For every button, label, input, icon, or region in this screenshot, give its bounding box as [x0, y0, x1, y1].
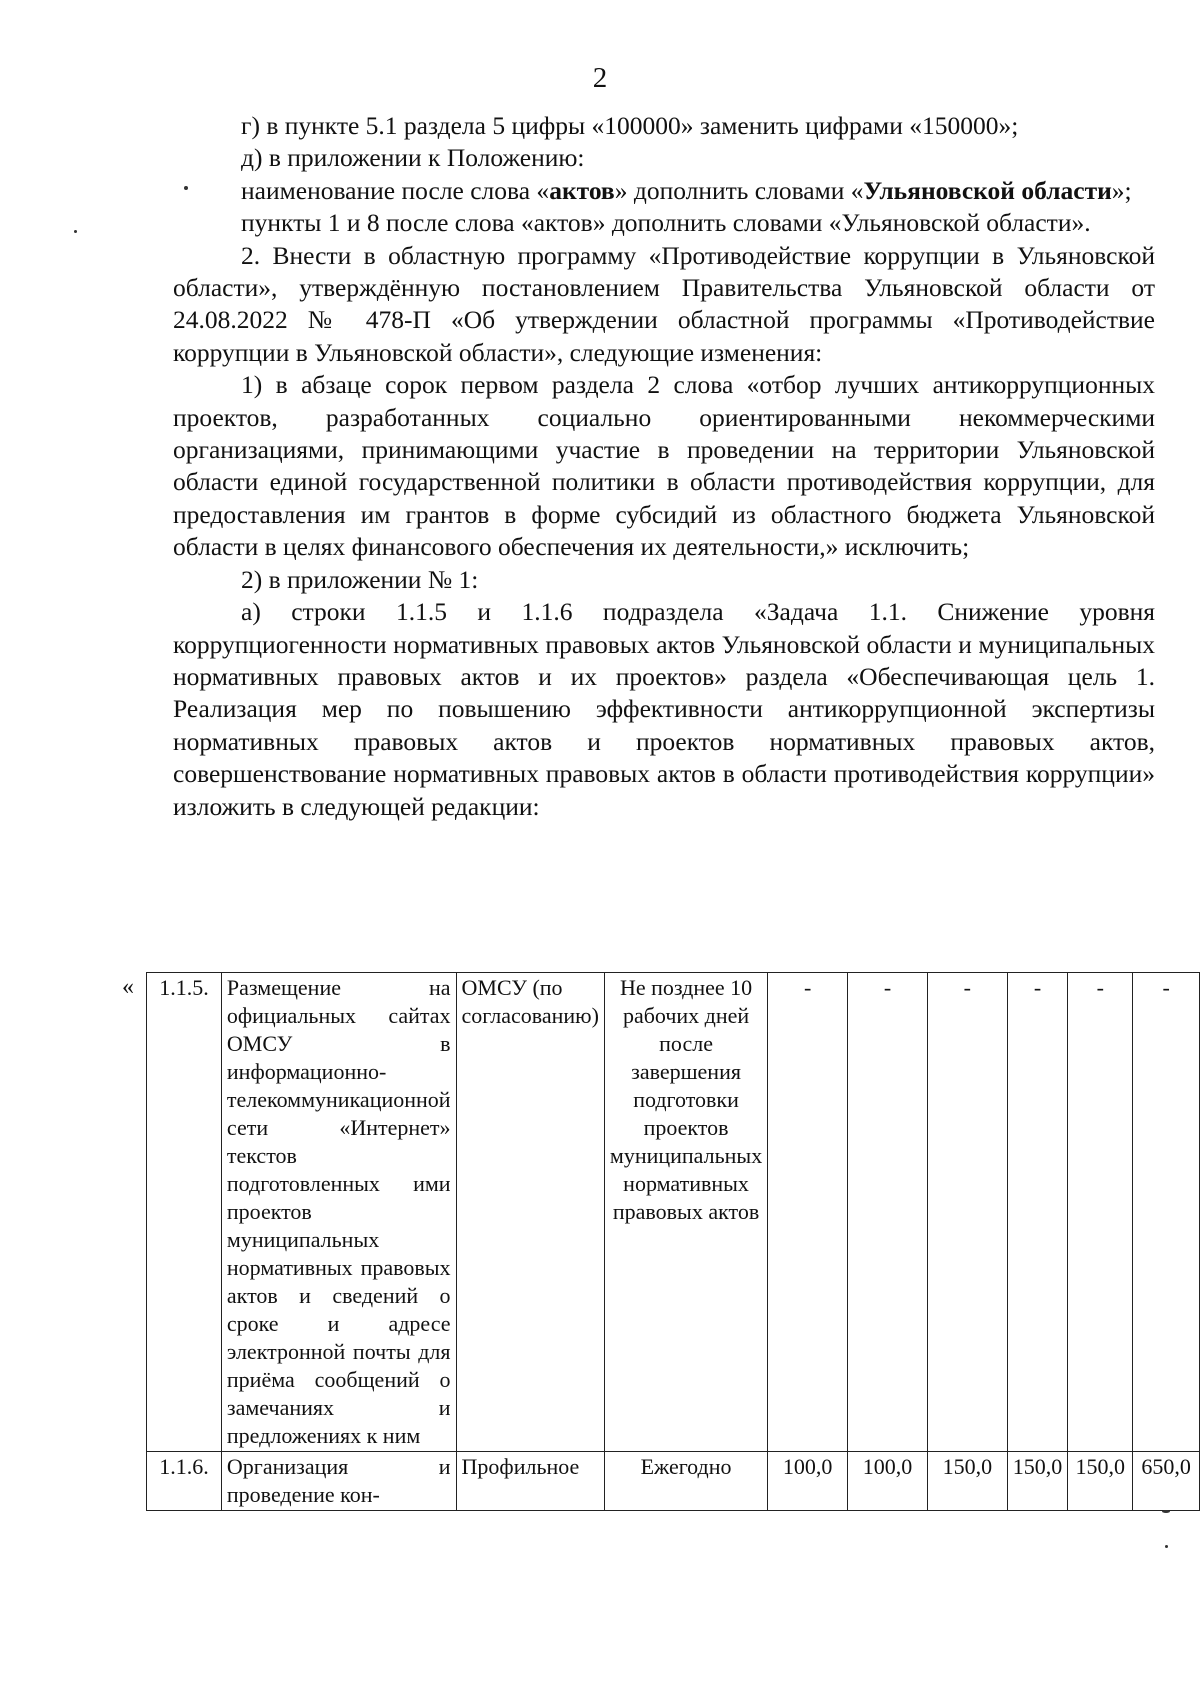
page-number: 2: [592, 62, 608, 94]
table-open-quote: «: [122, 974, 134, 1000]
scan-speck: [184, 186, 188, 190]
row-value: -: [848, 973, 928, 1452]
paragraph-d: д) в приложении к Положению:: [241, 143, 585, 173]
row-value: 150,0: [927, 1452, 1007, 1511]
row-value: 650,0: [1133, 1452, 1200, 1511]
row-value: -: [768, 973, 848, 1452]
row-executor: ОМСУ (по согласованию): [456, 973, 604, 1452]
row-term: Не позднее 10 рабочих дней после завершения подготовки проектов муниципальных нормативных правовых актов: [604, 973, 767, 1452]
row-name: Размещение на официальных сайтах ОМСУ в информационно-телекоммуникационной сети «Интернет» текстов подготовленных ими проектов муниципальных нормативных правовых актов и сведений о сроке и адресе электронной почты для приёма сообщений о замечаниях и предложениях к ним: [221, 973, 456, 1452]
program-table: [146, 972, 1200, 1511]
row-value: 150,0: [1068, 1452, 1133, 1511]
row-number: 1.1.6.: [147, 1452, 222, 1511]
row-value: 100,0: [768, 1452, 848, 1511]
paragraph-2: 2. Внести в областную программу «Противодействие коррупции в Ульяновской области», утверждённую постановлением Правительства Ульяновской области от 24.08.2022 № 478-П «Об утверждении областной программы «Противодействие коррупции в Ульяновской области», следующие изменения:: [173, 240, 1155, 367]
scan-speck: [74, 230, 77, 233]
table-row: [147, 1452, 1200, 1511]
document-body: [173, 110, 1155, 823]
paragraph-punkty: пункты 1 и 8 после слова «актов» дополнить словами «Ульяновской области».: [241, 208, 1091, 238]
scan-speck: [1165, 1545, 1168, 1548]
row-value: -: [1133, 973, 1200, 1452]
row-executor: Профильное: [456, 1452, 604, 1511]
paragraph-2-1: 1) в абзаце сорок первом раздела 2 слова «отбор лучших антикоррупционных проектов, разработанных социально ориентированными некоммерческими организациями, принимающими участие в проведении на территории Ульяновской области единой государственной политики в области противодействия коррупции, для предоставления им грантов в форме субсидий из областного бюджета Ульяновской области в целях финансового обеспечения их деятельности,» исключить;: [173, 370, 1155, 562]
row-name: Организация и проведение кон-: [221, 1452, 456, 1511]
text-run: »;: [1111, 175, 1132, 205]
row-number: 1.1.5.: [147, 973, 222, 1452]
bold-run: Ульяновской области: [863, 175, 1112, 205]
row-value: 100,0: [848, 1452, 928, 1511]
paragraph-naimenovanie: [173, 175, 1155, 207]
bold-run: актов: [549, 175, 615, 205]
table-row: [147, 973, 1200, 1452]
row-value: -: [1068, 973, 1133, 1452]
text-run: наименование после слова «: [241, 175, 550, 205]
scan-speck: [1162, 1510, 1170, 1513]
paragraph-2-2: 2) в приложении № 1:: [241, 564, 479, 594]
row-term: Ежегодно: [604, 1452, 767, 1511]
row-value: -: [1007, 973, 1068, 1452]
paragraph-2-2-a: а) строки 1.1.5 и 1.1.6 подраздела «Задача 1.1. Снижение уровня коррупциогенности нормативных правовых актов Ульяновской области и муниципальных нормативных правовых актов и их проектов» раздела «Обеспечивающая цель 1. Реализация мер по повышению эффективности антикоррупционной экспертизы нормативных правовых актов и проектов нормативных правовых актов, совершенствование нормативных правовых актов в области противодействия коррупции» изложить в следующей редакции:: [173, 597, 1155, 821]
row-value: 150,0: [1007, 1452, 1068, 1511]
row-value: -: [927, 973, 1007, 1452]
text-run: » дополнить словами «: [614, 175, 864, 205]
paragraph-g: г) в пункте 5.1 раздела 5 цифры «100000» заменить цифрами «150000»;: [241, 111, 1019, 140]
